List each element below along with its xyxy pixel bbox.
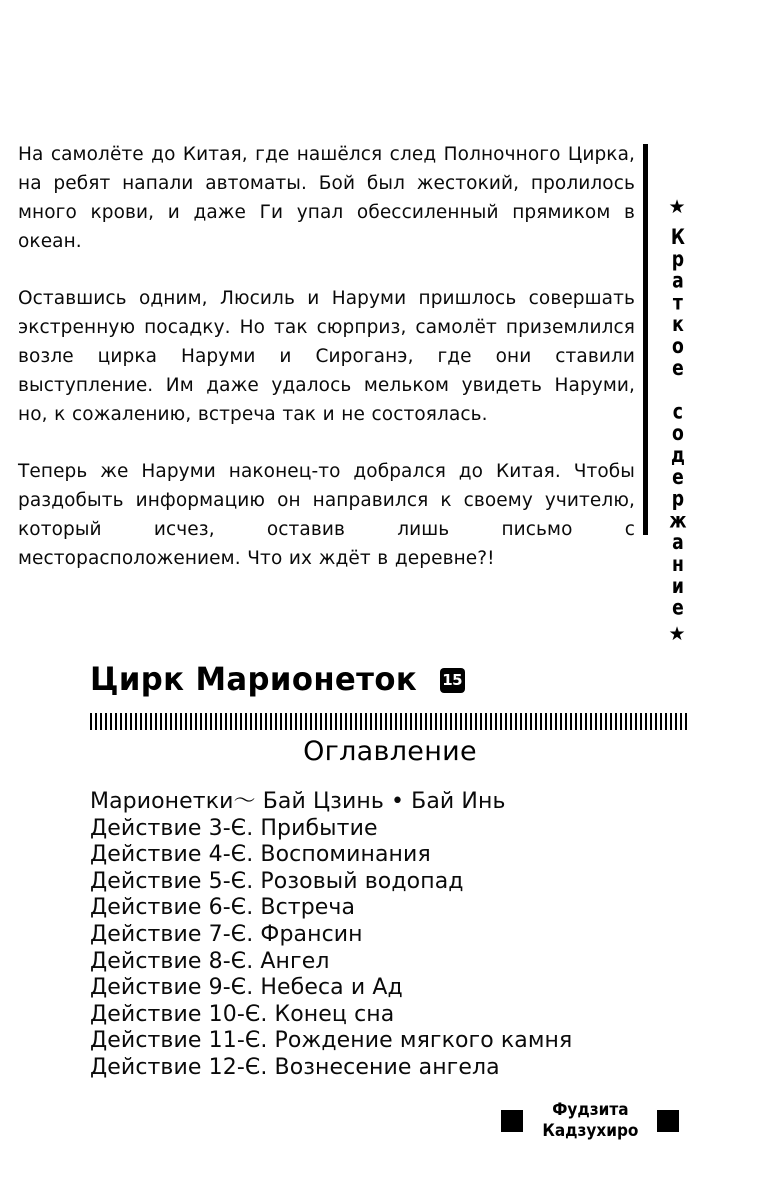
star-icon-bottom: ★ (668, 623, 686, 646)
toc-entry: Действие 9-Є. Небеса и Ад (90, 975, 403, 1001)
square-ornament-right-icon (657, 1110, 679, 1132)
star-icon-top: ★ (668, 196, 686, 218)
author-credit (490, 1100, 690, 1142)
synopsis-section (18, 140, 635, 573)
synopsis-paragraph-1: На самолёте до Китая, где нашёлся след Полночного Цирка, на ребят напали автоматы. Бой был жестокий, пролилось много крови, и даже Ги упал обессиленный прямиком в океан. (18, 144, 635, 252)
author-given-name: Фудзита (551, 1100, 629, 1120)
toc-entry: Действие 11-Є. Рождение мягкого камня (90, 1028, 573, 1054)
vertical-divider-rule (643, 144, 648, 535)
toc-entry: Действие 3-Є. Прибытие (90, 815, 378, 841)
tick-divider (90, 713, 690, 730)
series-title-row (90, 658, 690, 700)
toc-heading: Оглавление (303, 736, 477, 767)
toc-entry: Действие 12-Є. Вознесение ангела (90, 1055, 500, 1081)
synopsis-paragraph-3: Теперь же Наруми наконец-то добрался до Китая. Чтобы раздобыть информацию он направился к своему учителю, который исчез, оставив лишь письмо с месторасположением. Что их ждёт в деревне?! (18, 461, 635, 569)
author-family-name: Кадзухиро (541, 1121, 639, 1141)
series-title: Цирк Марионеток (90, 660, 418, 698)
author-name (542, 1100, 638, 1142)
toc-entry: Действие 10-Є. Конец сна (90, 1001, 395, 1027)
toc-entry: Действие 8-Є. Ангел (90, 948, 330, 974)
volume-number-badge: 15 (440, 668, 465, 693)
square-ornament-left-icon (501, 1110, 523, 1132)
toc-entry: Действие 7-Є. Франсин (90, 922, 363, 948)
toc-entry: Марионетки〜 Бай Цзинь • Бай Инь (90, 789, 506, 815)
synopsis-side-label (655, 196, 699, 646)
toc-entry: Действие 6-Є. Встреча (90, 895, 356, 921)
synopsis-side-label-text: Краткое содержание (667, 225, 688, 618)
synopsis-paragraph-2: Оставшись одним, Люсиль и Наруми пришлось совершать экстренную посадку. Но так сюрприз, самолёт приземлился возле цирка Наруми и Сироганэ, где они ставили выступление. Им даже удалось мельком увидеть Наруми, но, к сожалению, встреча так и не состоялась. (18, 288, 635, 425)
table-of-contents-section (90, 658, 690, 1082)
toc-entry: Действие 4-Є. Воспоминания (90, 842, 431, 868)
toc-list (90, 789, 690, 1082)
toc-entry: Действие 5-Є. Розовый водопад (90, 868, 464, 894)
